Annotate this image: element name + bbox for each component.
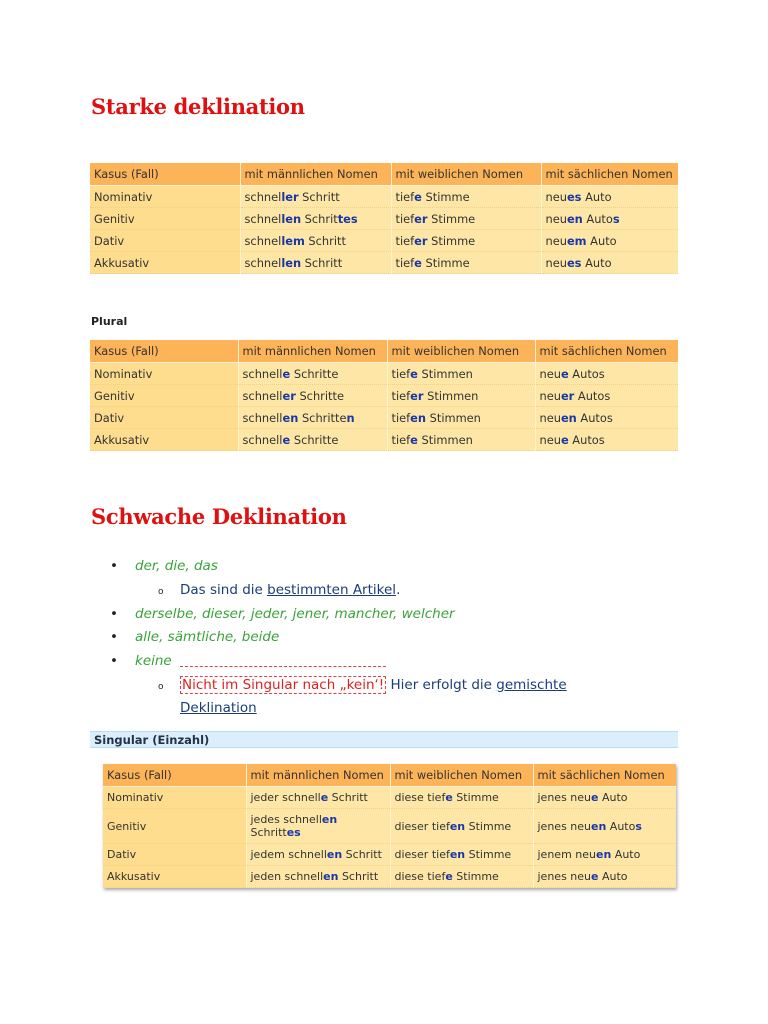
cell-text: tief: [391, 432, 411, 447]
cell-text: neu: [545, 189, 567, 204]
ending-highlight: len: [281, 211, 302, 226]
table-row: [103, 866, 676, 888]
cell-text: Stimme: [465, 848, 512, 861]
case-name-cell: [103, 844, 246, 866]
cell-text: Stimme: [421, 189, 470, 204]
cell-text: Schritt: [301, 255, 343, 270]
ending-highlight: e: [320, 791, 329, 804]
declension-cell: [387, 407, 535, 429]
column-header: mit weiblichen Nomen: [391, 163, 541, 186]
cell-text: Autos: [576, 410, 613, 425]
cell-text: neu: [539, 410, 561, 425]
cell-text: Auto: [581, 255, 612, 270]
bullet-icon: •: [110, 652, 118, 669]
case-name-cell: [90, 429, 238, 451]
cell-text: tief: [395, 233, 415, 248]
list-item-text: keine: [135, 652, 172, 669]
sub-item-suffix: .: [396, 581, 401, 598]
cell-text: tief: [391, 410, 411, 425]
cell-text: Akkusativ: [94, 432, 150, 447]
ending-highlight: en: [410, 410, 426, 425]
table-header-row: [90, 340, 678, 363]
column-header: mit sächlichen Nomen: [533, 764, 676, 787]
table-header-row: [103, 764, 676, 787]
declension-cell: [533, 787, 676, 809]
flagged-note[interactable]: Nicht im Singular nach „kein‘!: [182, 677, 385, 693]
declension-cell: [533, 844, 676, 866]
circle-bullet-icon: o: [158, 586, 164, 597]
declension-cell: [238, 407, 387, 429]
bullet-icon: •: [110, 558, 118, 574]
declension-cell: [387, 363, 535, 385]
cell-text: Auto: [586, 233, 617, 248]
column-header: Kasus (Fall): [103, 764, 246, 787]
declension-cell: [391, 208, 541, 230]
cell-text: schnell: [242, 366, 283, 381]
case-name-cell: [103, 787, 246, 809]
column-header: mit sächlichen Nomen: [541, 163, 678, 186]
table-row: [90, 252, 678, 274]
ending-highlight: e: [282, 366, 291, 381]
cell-text: Nominativ: [107, 791, 164, 804]
ending-highlight: er: [414, 211, 428, 226]
ending-highlight: er: [282, 388, 296, 403]
list-item-text: derselbe, dieser, jeder, jener, mancher, welcher: [135, 605, 455, 622]
cell-text: Auto: [598, 870, 628, 883]
cell-text: neu: [539, 388, 561, 403]
ending-highlight: en: [323, 870, 339, 883]
ending-highlight: e: [591, 791, 599, 804]
cell-text: jenes neu: [537, 870, 592, 883]
ending-highlight: e: [560, 432, 569, 447]
cell-text: jedem schnell: [250, 848, 327, 861]
cell-text: Schritte: [290, 366, 339, 381]
cell-text: tief: [395, 189, 415, 204]
ending-highlight: e: [445, 870, 453, 883]
cell-text: Nominativ: [94, 366, 153, 381]
ending-highlight: s: [612, 211, 620, 226]
cell-text: Auto: [606, 819, 636, 833]
cell-text: Schritt: [298, 189, 340, 204]
declension-cell: [240, 230, 391, 252]
cell-text: Schritte: [290, 432, 339, 447]
cell-text: Dativ: [94, 233, 125, 248]
cell-text: schnel: [244, 211, 282, 226]
table-row: [90, 363, 678, 385]
link-bestimmte-artikel[interactable]: bestimmten Artikel: [267, 581, 397, 598]
sub-list-item: [110, 674, 567, 720]
cell-text: tief: [391, 366, 411, 381]
declension-cell: [541, 208, 678, 230]
declension-cell: [240, 186, 391, 208]
ending-highlight: en: [326, 848, 343, 861]
declension-cell: [246, 809, 390, 844]
case-name-cell: [90, 252, 240, 274]
cell-text: Schritte: [295, 388, 344, 403]
case-name-cell: [90, 385, 238, 407]
ending-highlight: ler: [281, 189, 299, 204]
ending-highlight: e: [410, 432, 418, 447]
cell-text: Schritt: [328, 791, 368, 804]
heading-starke-deklination: Starke deklination: [91, 94, 305, 119]
declension-cell: [391, 230, 541, 252]
ending-highlight: e: [591, 870, 599, 883]
column-header: mit männlichen Nomen: [238, 340, 387, 363]
ending-highlight: lem: [281, 233, 305, 248]
cell-text: schnel: [244, 255, 282, 270]
cell-text: diese tief: [394, 791, 446, 804]
cell-text: Stimmen: [426, 410, 481, 425]
cell-text: neu: [545, 211, 567, 226]
declension-cell: [246, 787, 390, 809]
cell-text: Stimmen: [417, 366, 473, 381]
declension-cell: [387, 429, 535, 451]
cell-text: Schritt: [304, 233, 346, 248]
case-name-cell: [90, 230, 240, 252]
declension-cell: [390, 866, 533, 888]
heading-schwache-deklination: Schwache Deklination: [91, 504, 347, 529]
declension-cell: [238, 385, 387, 407]
declension-cell: [390, 809, 533, 844]
cell-text: Nominativ: [94, 189, 153, 204]
ending-highlight: tes: [337, 211, 358, 226]
cell-text: Stimme: [465, 819, 512, 833]
cell-text: Stimme: [452, 791, 499, 804]
cell-text: diese tief: [394, 870, 446, 883]
list-item-text: der, die, das: [135, 558, 218, 574]
cell-text: Akkusativ: [94, 255, 150, 270]
case-name-cell: [103, 866, 246, 888]
table-row: [103, 844, 676, 866]
case-name-cell: [90, 186, 240, 208]
ending-highlight: en: [449, 819, 466, 833]
cell-text: schnel: [244, 233, 282, 248]
table-row: [103, 809, 676, 844]
case-name-cell: [90, 407, 238, 429]
cell-text: Autos: [568, 366, 605, 381]
declension-cell: [391, 186, 541, 208]
declension-cell: [541, 230, 678, 252]
cell-text: Genitiv: [107, 819, 147, 833]
cell-text: Autos: [574, 388, 611, 403]
declension-cell: [238, 429, 387, 451]
cell-text: Schritte: [298, 410, 347, 425]
list-item: [110, 556, 567, 580]
table-row: [90, 429, 678, 451]
ending-highlight: en: [449, 848, 466, 861]
cell-text: neu: [545, 233, 567, 248]
declension-cell: [240, 208, 391, 230]
ending-highlight: es: [286, 826, 301, 839]
declension-cell: [246, 866, 390, 888]
cell-text: Autos: [568, 432, 605, 447]
cell-text: dieser tief: [394, 848, 450, 861]
table-header-row: [90, 163, 678, 186]
ending-highlight: en: [560, 410, 577, 425]
declension-cell: [238, 363, 387, 385]
cell-text: neu: [539, 432, 561, 447]
table-row: [90, 208, 678, 230]
cell-text: Stimme: [427, 233, 476, 248]
cell-text: Stimme: [452, 870, 499, 883]
table-starke-plural: [90, 340, 678, 451]
cell-text: jenes neu: [537, 819, 592, 833]
declension-cell: [541, 186, 678, 208]
ending-highlight: er: [410, 388, 424, 403]
declension-cell: [240, 252, 391, 274]
cell-text: dieser tief: [394, 819, 450, 833]
cell-text: schnell: [242, 432, 283, 447]
declension-cell: [390, 844, 533, 866]
link-gemischte-deklination-cont[interactable]: Deklination: [180, 700, 257, 716]
cell-text: neu: [539, 366, 561, 381]
ending-highlight: en: [596, 848, 612, 861]
cell-text: Auto: [598, 791, 628, 804]
cell-text: Stimmen: [417, 432, 473, 447]
cell-text: tief: [391, 388, 411, 403]
declension-cell: [246, 844, 390, 866]
column-header: mit männlichen Nomen: [246, 764, 390, 787]
cell-text: jedes schnell: [250, 813, 322, 826]
cell-text: Dativ: [94, 410, 125, 425]
cell-text: Auto: [582, 211, 613, 226]
cell-text: Stimme: [421, 255, 470, 270]
cell-text: Schritt: [250, 826, 287, 839]
ending-highlight: er: [560, 388, 575, 403]
declension-cell: [387, 385, 535, 407]
plural-label: Plural: [91, 315, 128, 328]
case-name-cell: [90, 208, 240, 230]
table-row: [90, 407, 678, 429]
table-row: [90, 385, 678, 407]
singular-section-bar: Singular (Einzahl): [90, 731, 678, 748]
cell-text: Akkusativ: [107, 870, 161, 883]
cell-text: Stimme: [427, 211, 476, 226]
ending-highlight: s: [635, 819, 642, 833]
cell-text: schnell: [242, 410, 283, 425]
column-header: Kasus (Fall): [90, 163, 240, 186]
cell-text: Schritt: [338, 870, 379, 883]
ending-highlight: e: [414, 189, 422, 204]
circle-bullet-icon: o: [158, 682, 164, 692]
ending-highlight: en: [566, 211, 583, 226]
ending-highlight: es: [566, 189, 582, 204]
declension-cell: [533, 866, 676, 888]
ending-highlight: en: [321, 813, 338, 826]
cell-text: Genitiv: [94, 388, 135, 403]
sub-item-prefix: Das sind die: [180, 581, 268, 598]
cell-text: neu: [545, 255, 567, 270]
column-header: mit weiblichen Nomen: [390, 764, 533, 787]
cell-text: Stimmen: [423, 388, 479, 403]
ending-highlight: em: [566, 233, 587, 248]
table-starke-singular: [90, 163, 678, 274]
ending-highlight: e: [445, 791, 453, 804]
declension-cell: [535, 407, 678, 429]
bullet-icon: •: [110, 629, 118, 645]
sub-list-item: [110, 580, 567, 604]
list-item-text: alle, sämtliche, beide: [135, 629, 280, 645]
ending-highlight: len: [281, 255, 302, 270]
declension-cell: [533, 809, 676, 844]
cell-text: jeden schnell: [250, 870, 324, 883]
cell-text: tief: [395, 211, 415, 226]
ending-highlight: e: [410, 366, 418, 381]
ending-highlight: e: [560, 366, 569, 381]
table-schwache-singular: [103, 764, 676, 888]
ending-highlight: en: [282, 410, 299, 425]
table-row: [90, 186, 678, 208]
cell-text: Dativ: [107, 848, 137, 861]
cell-text: schnel: [244, 189, 282, 204]
cell-text: Genitiv: [94, 211, 135, 226]
declension-cell: [535, 385, 678, 407]
case-name-cell: [103, 809, 246, 844]
cell-text: tief: [395, 255, 415, 270]
cell-text: Auto: [581, 189, 612, 204]
column-header: Kasus (Fall): [90, 340, 238, 363]
ending-highlight: es: [566, 255, 582, 270]
ending-highlight: en: [591, 819, 607, 833]
column-header: mit männlichen Nomen: [240, 163, 391, 186]
ending-highlight: n: [346, 410, 355, 425]
cell-text: Schrit: [301, 211, 338, 226]
case-name-cell: [90, 363, 238, 385]
declension-cell: [541, 252, 678, 274]
table-row: [90, 230, 678, 252]
table-row: [103, 787, 676, 809]
link-gemischte-deklination[interactable]: gemischte: [496, 677, 567, 693]
ending-highlight: e: [414, 255, 422, 270]
list-item: [110, 651, 567, 675]
declension-cell: [535, 429, 678, 451]
comment-marker-line: [180, 654, 386, 667]
cell-text: Auto: [611, 848, 641, 861]
cell-text: jenes neu: [537, 791, 592, 804]
declension-cell: [391, 252, 541, 274]
list-item: [110, 627, 567, 651]
bullet-icon: •: [110, 605, 118, 622]
article-list: [110, 556, 567, 720]
column-header: mit sächlichen Nomen: [535, 340, 678, 363]
cell-text: Schritt: [342, 848, 382, 861]
cell-text: jenem neu: [537, 848, 596, 861]
ending-highlight: er: [414, 233, 428, 248]
cell-text: schnell: [242, 388, 283, 403]
ending-highlight: e: [282, 432, 291, 447]
declension-cell: [390, 787, 533, 809]
declension-cell: [535, 363, 678, 385]
list-item: [110, 604, 567, 628]
cell-text: jeder schnell: [250, 791, 321, 804]
sub-item-mid: Hier erfolgt die: [386, 677, 497, 693]
column-header: mit weiblichen Nomen: [387, 340, 535, 363]
